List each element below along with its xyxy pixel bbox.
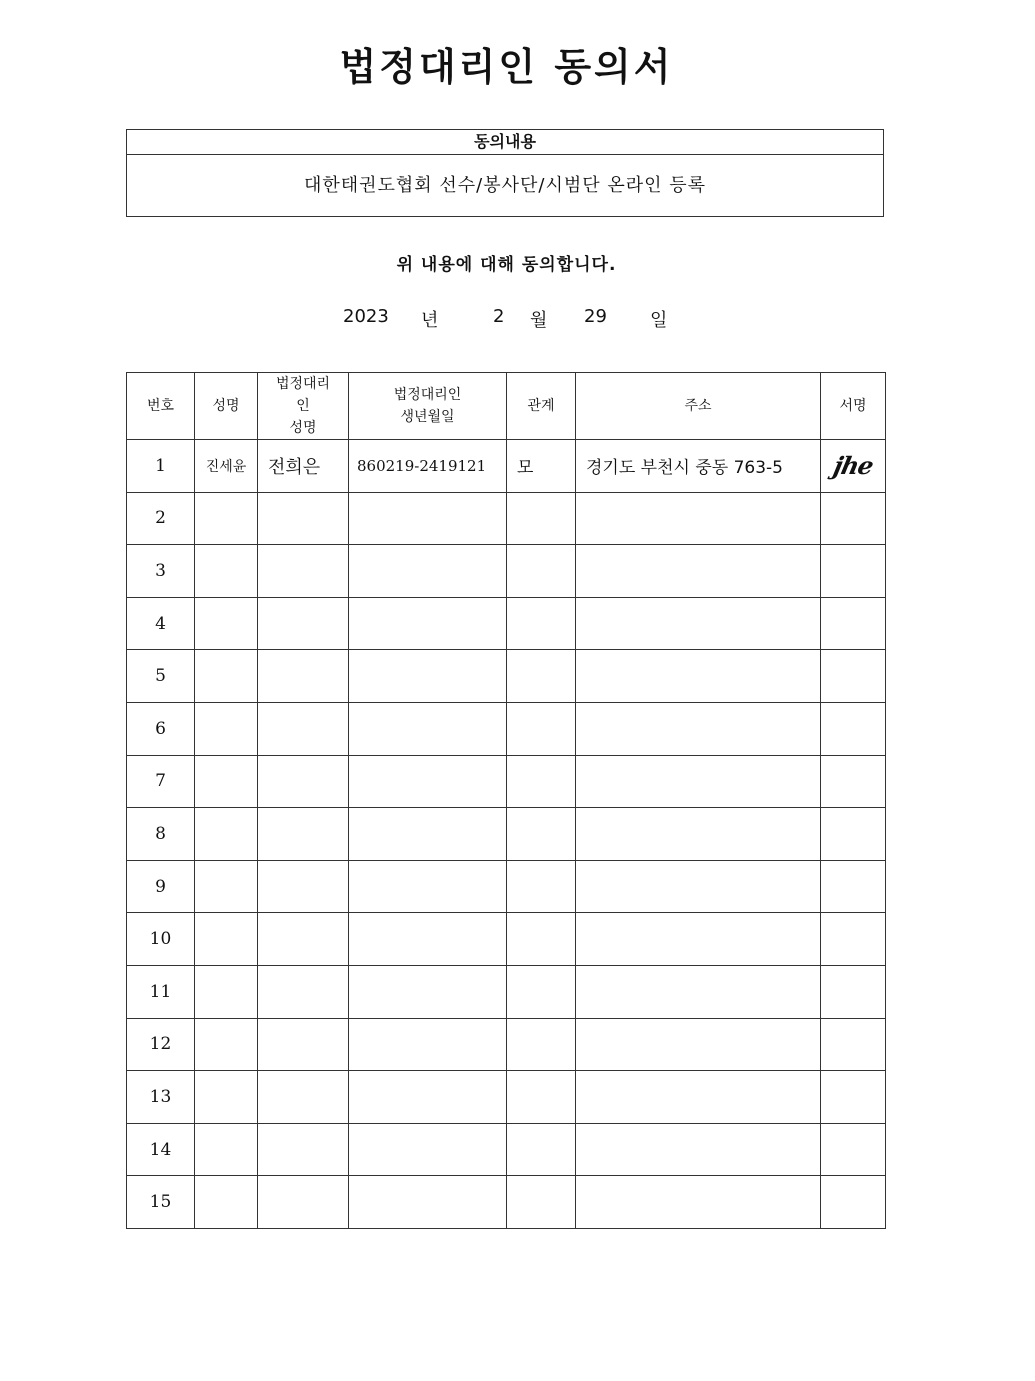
row-guardian-name [258, 597, 349, 650]
row-guardian-name [258, 1071, 349, 1124]
row-name [195, 913, 258, 966]
row-number: 15 [127, 1176, 195, 1229]
row-guardian-birth: 860219-2419121 [349, 440, 507, 493]
row-relation [507, 597, 576, 650]
row-signature [821, 1176, 886, 1229]
row-guardian-name: 전희은 [258, 440, 349, 493]
row-name [195, 808, 258, 861]
row-relation [507, 650, 576, 703]
date-month: 2 [493, 306, 505, 327]
row-signature [821, 492, 886, 545]
table-row [127, 808, 886, 861]
row-relation [507, 808, 576, 861]
row-guardian-name [258, 1123, 349, 1176]
agree-statement: 위 내용에 대해 동의합니다. [396, 255, 617, 275]
row-address [576, 1176, 821, 1229]
table-row [127, 755, 886, 808]
row-signature [821, 1018, 886, 1071]
row-signature [821, 860, 886, 913]
row-address [576, 650, 821, 703]
date-day-unit: 일 [650, 310, 668, 331]
row-guardian-name [258, 1018, 349, 1071]
row-guardian-birth [349, 1071, 507, 1124]
row-number: 10 [127, 913, 195, 966]
row-address [576, 1018, 821, 1071]
row-name [195, 597, 258, 650]
row-relation [507, 1176, 576, 1229]
row-relation [507, 1018, 576, 1071]
row-relation [507, 913, 576, 966]
row-signature [821, 1123, 886, 1176]
row-number: 14 [127, 1123, 195, 1176]
header-guardian-name [258, 373, 349, 440]
row-address [576, 597, 821, 650]
row-signature [821, 702, 886, 755]
row-relation [507, 702, 576, 755]
row-guardian-birth [349, 1018, 507, 1071]
consent-header: 동의내용 [127, 130, 883, 155]
row-name: 진세윤 [195, 440, 258, 493]
row-relation [507, 545, 576, 598]
row-signature [821, 913, 886, 966]
row-guardian-name [258, 913, 349, 966]
row-address [576, 808, 821, 861]
document-title: 법정대리인 동의서 [339, 45, 674, 89]
date-month-unit: 월 [530, 310, 548, 331]
row-relation [507, 965, 576, 1018]
row-address [576, 755, 821, 808]
header-guardian-line3: 성명 [289, 420, 317, 436]
date-day: 29 [584, 306, 607, 327]
row-guardian-birth [349, 913, 507, 966]
row-name [195, 1176, 258, 1229]
date-year-unit: 년 [421, 310, 439, 331]
row-address [576, 545, 821, 598]
row-guardian-birth [349, 597, 507, 650]
table-row [127, 702, 886, 755]
row-guardian-birth [349, 808, 507, 861]
table-row [127, 492, 886, 545]
row-signature [821, 545, 886, 598]
row-guardian-birth [349, 755, 507, 808]
date-year: 2023 [343, 306, 389, 327]
row-name [195, 650, 258, 703]
row-number: 12 [127, 1018, 195, 1071]
row-number: 9 [127, 860, 195, 913]
row-guardian-name [258, 650, 349, 703]
row-address [576, 965, 821, 1018]
row-number: 5 [127, 650, 195, 703]
consent-roster-table [126, 372, 886, 1229]
consent-box [126, 129, 884, 217]
row-number: 4 [127, 597, 195, 650]
table-row [127, 1071, 886, 1124]
header-birth-line1: 법정대리인 [393, 387, 462, 403]
row-guardian-birth [349, 1123, 507, 1176]
row-guardian-name [258, 808, 349, 861]
row-guardian-birth [349, 650, 507, 703]
date-row [0, 306, 1013, 334]
table-row [127, 440, 886, 493]
row-number: 3 [127, 545, 195, 598]
header-birth-line2: 생년월일 [400, 409, 455, 425]
table-row [127, 545, 886, 598]
row-address [576, 860, 821, 913]
table-row [127, 1123, 886, 1176]
header-guardian-line1: 법정대리 [275, 376, 331, 392]
row-signature [821, 650, 886, 703]
row-name [195, 965, 258, 1018]
row-name [195, 1123, 258, 1176]
row-signature [821, 755, 886, 808]
table-row [127, 913, 886, 966]
row-number: 1 [127, 440, 195, 493]
header-no: 번호 [127, 373, 195, 440]
row-guardian-name [258, 860, 349, 913]
row-address: 경기도 부천시 중동 763-5 [576, 440, 821, 493]
row-signature [821, 440, 886, 493]
row-address [576, 913, 821, 966]
row-number: 2 [127, 492, 195, 545]
row-guardian-name [258, 492, 349, 545]
row-relation [507, 860, 576, 913]
table-row [127, 965, 886, 1018]
table-header-row [127, 373, 886, 440]
row-relation [507, 1071, 576, 1124]
row-number: 7 [127, 755, 195, 808]
row-address [576, 1123, 821, 1176]
table-row [127, 650, 886, 703]
row-number: 11 [127, 965, 195, 1018]
header-address: 주소 [576, 373, 821, 440]
row-relation [507, 492, 576, 545]
table-row [127, 1018, 886, 1071]
row-address [576, 702, 821, 755]
table-row [127, 597, 886, 650]
row-signature [821, 965, 886, 1018]
row-relation [507, 1123, 576, 1176]
row-guardian-name [258, 755, 349, 808]
header-signature: 서명 [821, 373, 886, 440]
header-name: 성명 [195, 373, 258, 440]
row-signature [821, 808, 886, 861]
header-relation: 관계 [507, 373, 576, 440]
row-guardian-birth [349, 1176, 507, 1229]
row-name [195, 860, 258, 913]
row-number: 6 [127, 702, 195, 755]
row-guardian-name [258, 965, 349, 1018]
row-signature [821, 1071, 886, 1124]
row-guardian-name [258, 702, 349, 755]
row-name [195, 545, 258, 598]
row-name [195, 755, 258, 808]
row-number: 13 [127, 1071, 195, 1124]
row-guardian-birth [349, 860, 507, 913]
row-name [195, 1071, 258, 1124]
row-number: 8 [127, 808, 195, 861]
consent-body: 대한태권도협회 선수/봉사단/시범단 온라인 등록 [303, 175, 707, 196]
row-signature [821, 597, 886, 650]
header-guardian-birth [349, 373, 507, 440]
table-row [127, 860, 886, 913]
row-guardian-birth [349, 492, 507, 545]
table-row [127, 1176, 886, 1229]
row-guardian-name [258, 545, 349, 598]
row-guardian-birth [349, 545, 507, 598]
row-guardian-name [258, 1176, 349, 1229]
row-guardian-birth [349, 702, 507, 755]
header-guardian-line2: 인 [296, 398, 310, 414]
signature-mark: jhe [830, 451, 876, 481]
row-relation [507, 755, 576, 808]
row-relation: 모 [507, 440, 576, 493]
row-address [576, 1071, 821, 1124]
row-address [576, 492, 821, 545]
row-guardian-birth [349, 965, 507, 1018]
row-name [195, 492, 258, 545]
row-name [195, 1018, 258, 1071]
row-name [195, 702, 258, 755]
